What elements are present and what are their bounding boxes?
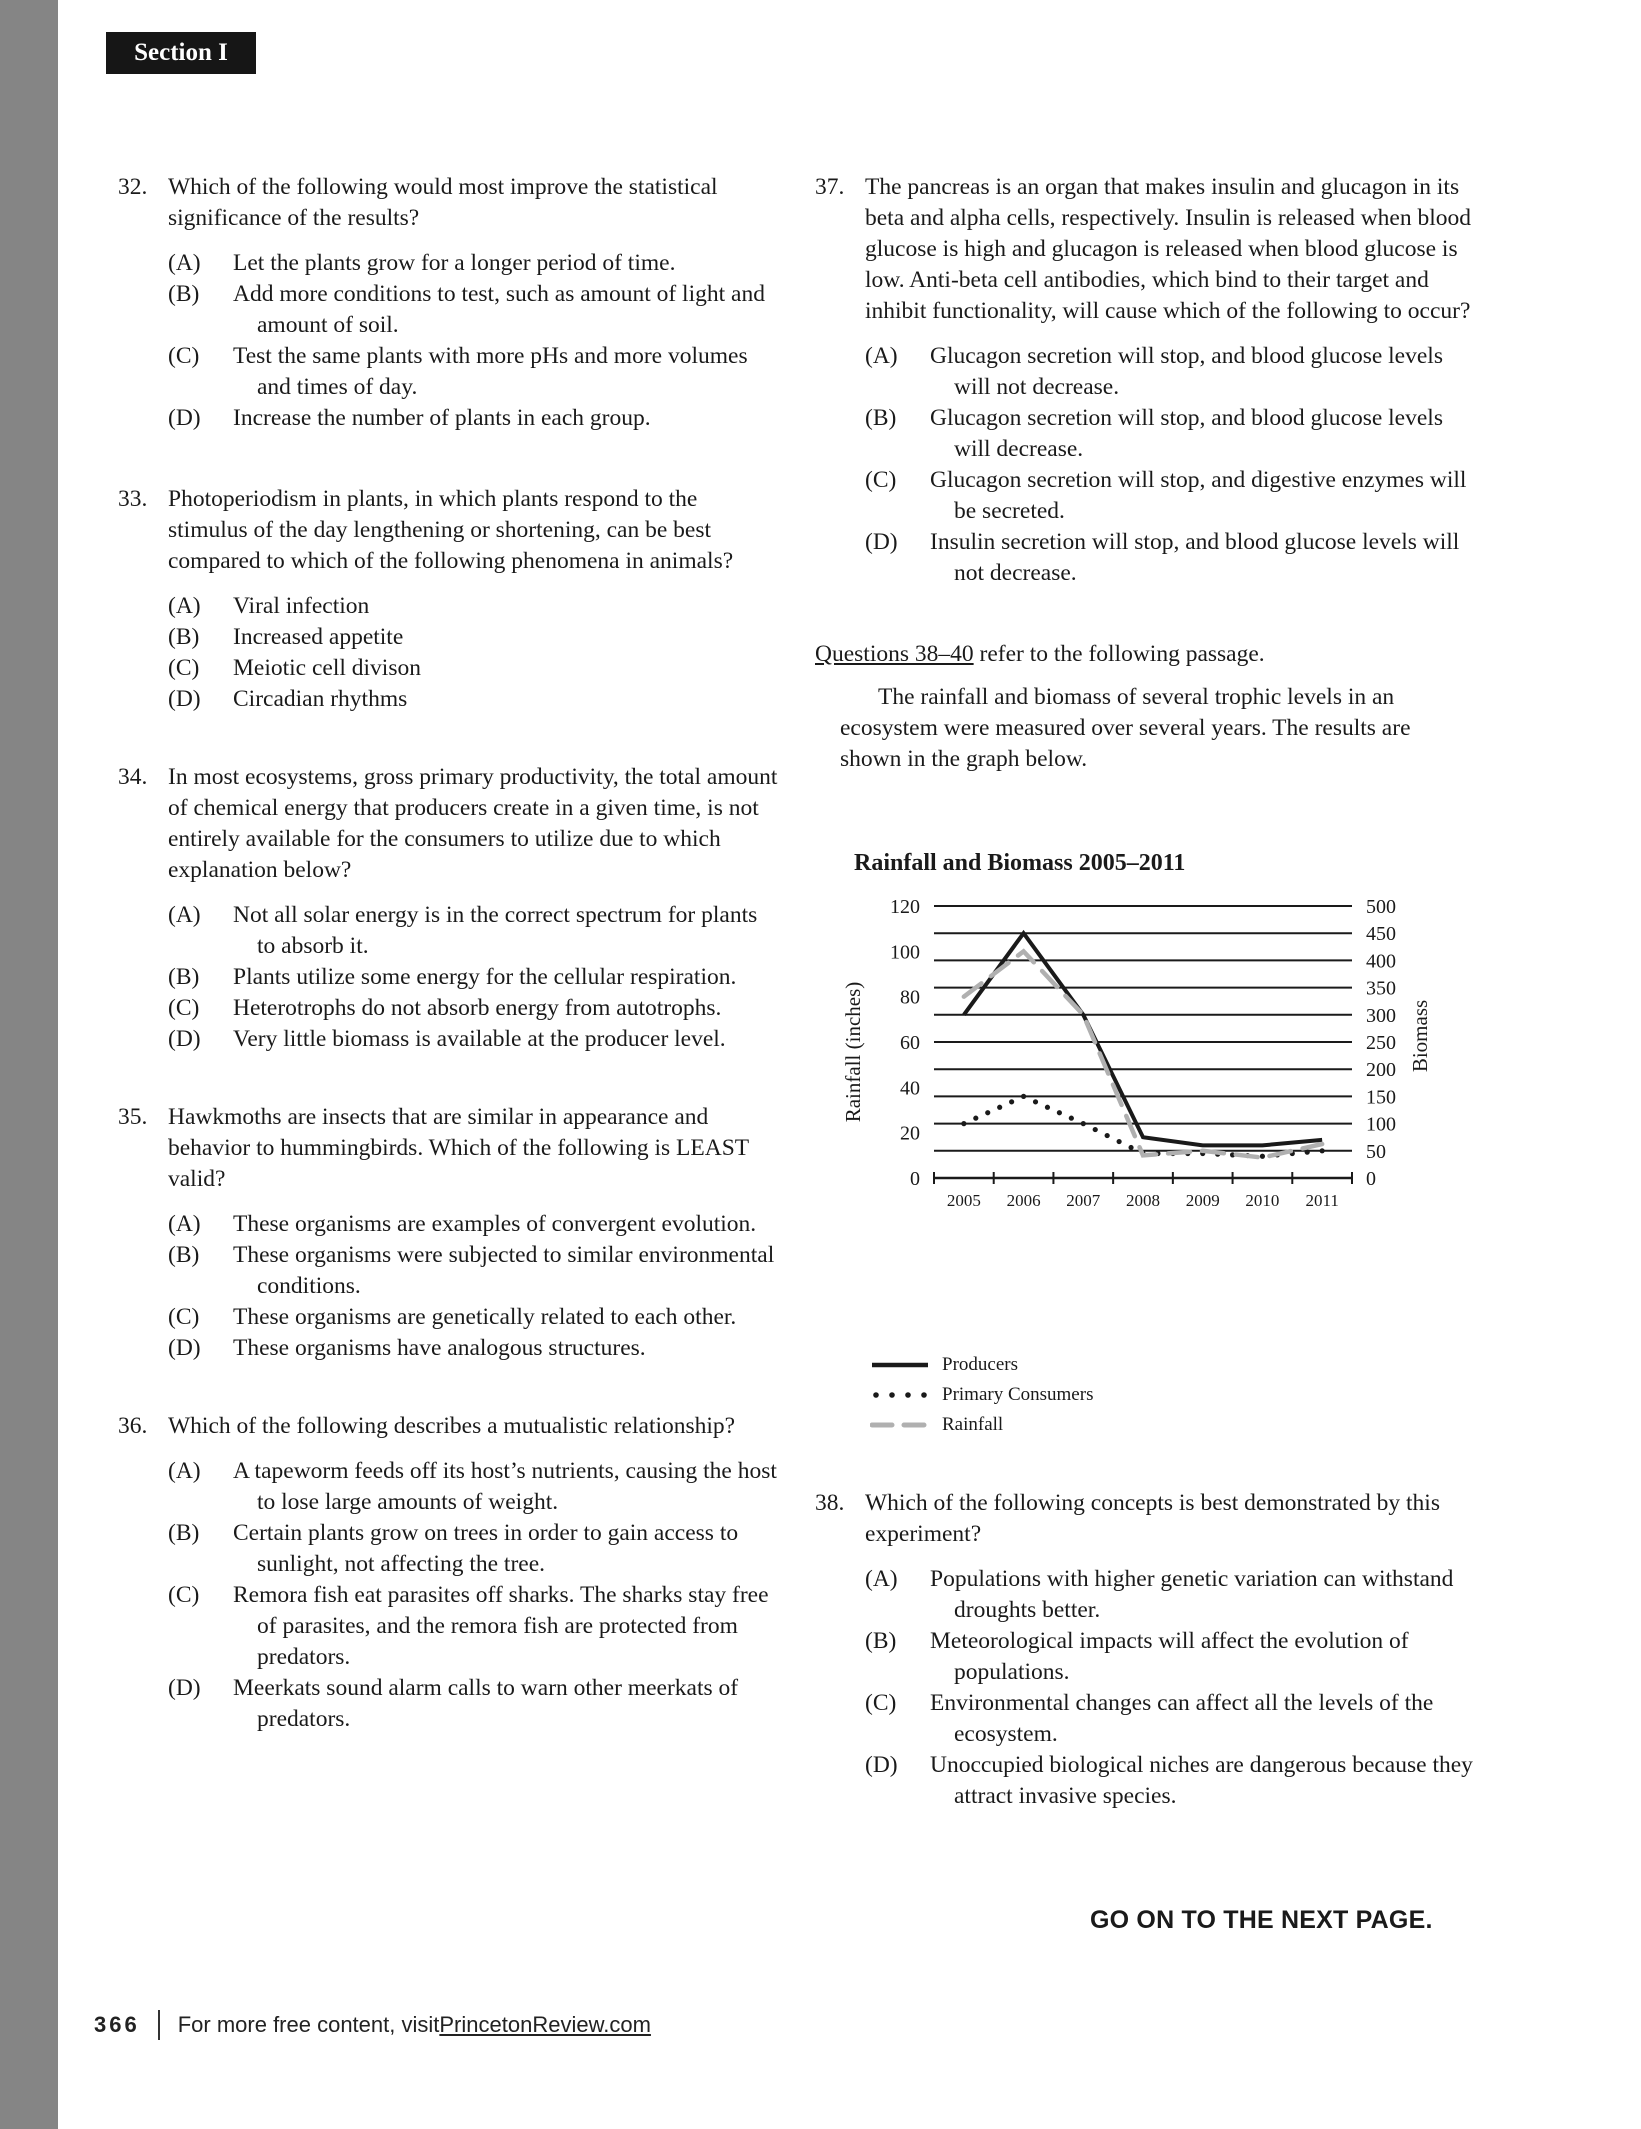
choice-letter: (B) [865,405,897,431]
question-number: 35. [118,1104,148,1130]
choice-letter: (D) [168,1026,201,1052]
choice-text: Test the same plants with more pHs and more volumes and times of day. [233,343,748,400]
choice-text: These organisms have analogous structures. [233,1335,646,1361]
x-tick-label: 2009 [1185,1191,1220,1210]
answer-choices [865,1564,1475,1812]
passage-body: The rainfall and biomass of several trophic levels in an ecosystem were measured over several years. The results are shown in the graph below. [840,684,1411,772]
x-tick-label: 2007 [1066,1191,1101,1210]
answer-choice-b[interactable] [865,1626,1475,1688]
chart-legend [870,1350,1093,1440]
choice-letter: (D) [865,529,898,555]
footer-promo-text: For more free content, visit [177,2012,440,2037]
choice-text: Populations with higher genetic variation can withstand droughts better. [930,1566,1454,1623]
y-tick-label: 100 [890,941,920,964]
legend-label: Rainfall [942,1414,1004,1435]
answer-choices [168,248,778,434]
choice-letter: (D) [168,1675,201,1701]
series-dot-primary-consumers [961,1121,966,1126]
question-36 [118,1411,778,1735]
legend-label: Primary Consumers [942,1384,1094,1405]
choice-text: Let the plants grow for a longer period of time. [233,250,676,276]
series-dot-primary-consumers [985,1110,990,1115]
y2-tick-label: 0 [1366,1168,1376,1190]
choice-letter: (C) [865,1690,897,1716]
choice-letter: (A) [168,1211,201,1237]
answer-choice-d[interactable] [168,1333,778,1364]
passage-ref-rest: refer to the following passage. [973,641,1265,667]
choice-text: Certain plants grow on trees in order to gain access to sunlight, not affecting the tree. [233,1520,739,1577]
choice-letter: (C) [168,1304,200,1330]
passage-reference [815,639,1475,670]
question-stem: Which of the following describes a mutualistic relationship? [168,1413,736,1439]
series-dot-primary-consumers [1105,1133,1110,1138]
choice-text: Not all solar energy is in the correct spectrum for plants to absorb it. [233,902,758,959]
legend-swatch-dotted [870,1388,930,1402]
choice-letter: (B) [865,1628,897,1654]
left-column [118,172,778,1735]
chart-svg [830,840,1470,1340]
page-footer [94,2010,651,2040]
section-label-text: Section I [134,39,228,66]
answer-choice-c[interactable] [168,653,778,684]
answer-choice-b[interactable] [865,403,1475,465]
series-dot-primary-consumers [1033,1099,1038,1104]
answer-choice-a[interactable] [865,1564,1475,1626]
series-dot-primary-consumers [1320,1148,1325,1153]
answer-choice-d[interactable] [168,1673,778,1735]
y2-tick-label: 250 [1366,1032,1396,1054]
answer-choice-c[interactable] [168,1580,778,1673]
series-dot-primary-consumers [1057,1110,1062,1115]
legend-swatch-dashed [870,1418,930,1432]
choice-letter: (C) [168,343,200,369]
legend-item [870,1380,1093,1410]
question-stem: The pancreas is an organ that makes insulin and glucagon in its beta and alpha cells, respectively. Insulin is released when blood glucose is high and glucagon is released when blood glucose is low. Anti-beta cell antibodies, which bind to their target and inhibit functionality, will cause which of the following to occur? [865,174,1472,324]
series-dot-primary-consumers [1093,1127,1098,1132]
y-tick-label: 40 [900,1077,920,1100]
choice-text: These organisms were subjected to similar environmental conditions. [233,1242,775,1299]
x-tick-label: 2005 [946,1191,981,1210]
answer-choice-b[interactable] [168,962,778,993]
princeton-review-link[interactable]: PrincetonReview.com [439,2012,651,2037]
answer-choice-b[interactable] [168,622,778,653]
question-stem: In most ecosystems, gross primary productivity, the total amount of chemical energy that producers create in a given time, is not entirely available for the consumers to utilize due to which explanation below? [168,764,778,883]
y-tick-label: 80 [900,986,920,1009]
series-dot-primary-consumers [1117,1139,1122,1144]
question-number: 37. [815,174,845,200]
choice-text: Heterotrophs do not absorb energy from autotrophs. [233,995,722,1021]
answer-choice-a[interactable] [168,591,778,622]
right-column-lower [815,1488,1475,1812]
choice-letter: (A) [168,250,201,276]
legend-swatch-solid [870,1358,930,1372]
question-stem: Photoperiodism in plants, in which plants respond to the stimulus of the day lengthening or shortening, can be best compared to which of the following phenomena in animals? [168,486,734,574]
page-number: 366 [94,2012,140,2037]
choice-letter: (B) [168,1242,200,1268]
x-tick-label: 2006 [1006,1191,1041,1210]
choice-letter: (C) [168,995,200,1021]
choice-letter: (C) [865,467,897,493]
answer-choice-c[interactable] [865,465,1475,527]
y-tick-label: 0 [910,1168,920,1190]
question-number: 32. [118,174,148,200]
question-number: 38. [815,1490,845,1516]
answer-choice-a[interactable] [168,1209,778,1240]
footer-divider [158,2010,160,2040]
choice-text: Circadian rhythms [233,686,408,712]
question-38 [815,1488,1475,1812]
question-37 [815,172,1475,589]
question-32 [118,172,778,434]
answer-choice-b[interactable] [168,1518,778,1580]
answer-choices [168,1209,778,1364]
y-axis-title: Rainfall (inches) [841,981,865,1123]
choice-text: Glucagon secretion will stop, and digestive enzymes will be secreted. [930,467,1467,524]
question-34 [118,762,778,1055]
answer-choice-d[interactable] [168,403,778,434]
series-line-producers [964,933,1322,1145]
question-stem: Hawkmoths are insects that are similar in appearance and behavior to hummingbirds. Which of the following is LEAST valid? [168,1104,749,1192]
choice-text: Plants utilize some energy for the cellular respiration. [233,964,737,990]
y2-tick-label: 500 [1366,896,1396,918]
answer-choice-a[interactable] [168,1456,778,1518]
x-tick-label: 2011 [1305,1191,1339,1210]
answer-choice-a[interactable] [168,248,778,279]
series-dot-primary-consumers [1009,1099,1014,1104]
answer-choices [168,591,778,715]
series-line-rainfall [964,951,1322,1157]
answer-choice-c[interactable] [168,993,778,1024]
choice-text: Unoccupied biological niches are dangerous because they attract invasive species. [930,1752,1473,1809]
answer-choices [168,900,778,1055]
choice-text: Remora fish eat parasites off sharks. The sharks stay free of parasites, and the remora fish are protected from predators. [233,1582,769,1670]
answer-choice-d[interactable] [168,684,778,715]
answer-choice-a[interactable] [168,900,778,962]
series-dot-primary-consumers [973,1116,978,1121]
choice-text: Increase the number of plants in each group. [233,405,651,431]
answer-choice-d[interactable] [865,1750,1475,1812]
x-tick-label: 2010 [1245,1191,1280,1210]
choice-text: These organisms are genetically related to each other. [233,1304,737,1330]
page-edge-bar [0,0,58,2129]
choice-text: Viral infection [233,593,370,619]
answer-choices [865,341,1475,589]
legend-item [870,1410,1093,1440]
choice-text: Glucagon secretion will stop, and blood glucose levels will decrease. [930,405,1443,462]
y2-tick-label: 350 [1366,977,1396,1000]
question-number: 34. [118,764,148,790]
series-dot-primary-consumers [1128,1145,1133,1150]
choice-letter: (A) [168,593,201,619]
answer-choice-c[interactable] [168,341,778,403]
choice-text: Add more conditions to test, such as amount of light and amount of soil. [233,281,765,338]
choice-letter: (B) [168,1520,200,1546]
question-number: 36. [118,1413,148,1439]
question-38-holder [815,1488,1475,1812]
rainfall-biomass-chart [830,840,1470,1440]
choice-letter: (A) [865,1566,898,1592]
question-35 [118,1102,778,1364]
y2-tick-label: 100 [1366,1113,1396,1136]
y2-tick-label: 300 [1366,1004,1396,1027]
section-label [106,32,256,74]
answer-choice-b[interactable] [168,1240,778,1302]
choice-text: Insulin secretion will stop, and blood glucose levels will not decrease. [930,529,1460,586]
answer-choices [168,1456,778,1735]
choice-text: Meerkats sound alarm calls to warn other meerkats of predators. [233,1675,739,1732]
y2-tick-label: 450 [1366,923,1396,946]
series-dot-primary-consumers [1045,1105,1050,1110]
choice-letter: (D) [168,686,201,712]
answer-choice-c[interactable] [168,1302,778,1333]
answer-choice-d[interactable] [168,1024,778,1055]
series-dot-primary-consumers [1260,1154,1265,1159]
series-dot-primary-consumers [997,1105,1002,1110]
x-tick-label: 2008 [1126,1191,1160,1210]
y-tick-label: 60 [900,1032,920,1054]
series-dot-primary-consumers [1021,1094,1026,1099]
y-tick-label: 20 [900,1122,920,1145]
choice-letter: (B) [168,281,200,307]
choice-text: Meteorological impacts will affect the evolution of populations. [930,1628,1409,1685]
y2-tick-label: 200 [1366,1059,1396,1082]
choice-letter: (A) [865,343,898,369]
choice-text: Very little biomass is available at the producer level. [233,1026,726,1052]
question-number: 33. [118,486,148,512]
legend-label: Producers [942,1354,1018,1375]
choice-text: Increased appetite [233,624,404,650]
choice-letter: (D) [168,1335,201,1361]
y2-axis-title: Biomass [1408,999,1432,1073]
series-dot-primary-consumers [1081,1121,1086,1126]
choice-letter: (C) [168,1582,200,1608]
go-on-next-page: GO ON TO THE NEXT PAGE. [1090,1906,1433,1934]
question-stem: Which of the following concepts is best demonstrated by this experiment? [865,1490,1440,1547]
choice-text: These organisms are examples of convergent evolution. [233,1211,757,1237]
answer-choice-a[interactable] [865,341,1475,403]
choice-letter: (D) [168,405,201,431]
choice-text: A tapeworm feeds off its host’s nutrients, causing the host to lose large amounts of weight. [233,1458,777,1515]
answer-choice-d[interactable] [865,527,1475,589]
question-33 [118,484,778,715]
y2-tick-label: 150 [1366,1086,1396,1109]
question-stem: Which of the following would most improve the statistical significance of the results? [168,174,718,231]
y-tick-label: 120 [890,896,920,918]
choice-text: Glucagon secretion will stop, and blood glucose levels will not decrease. [930,343,1443,400]
choice-letter: (A) [168,902,201,928]
legend-item [870,1350,1093,1380]
y2-tick-label: 400 [1366,950,1396,973]
right-column [815,172,1475,799]
choice-text: Environmental changes can affect all the levels of the ecosystem. [930,1690,1434,1747]
y2-tick-label: 50 [1366,1140,1386,1163]
choice-letter: (B) [168,964,200,990]
series-dot-primary-consumers [1305,1150,1310,1155]
answer-choice-b[interactable] [168,279,778,341]
series-dot-primary-consumers [1069,1116,1074,1121]
passage-ref-underlined: Questions 38–40 [815,641,974,667]
question-37-holder [815,172,1475,589]
choice-letter: (D) [865,1752,898,1778]
choice-letter: (A) [168,1458,201,1484]
choice-letter: (B) [168,624,200,650]
chart-title: Rainfall and Biomass 2005–2011 [854,850,1186,876]
choice-letter: (C) [168,655,200,681]
choice-text: Meiotic cell divison [233,655,421,681]
answer-choice-c[interactable] [865,1688,1475,1750]
